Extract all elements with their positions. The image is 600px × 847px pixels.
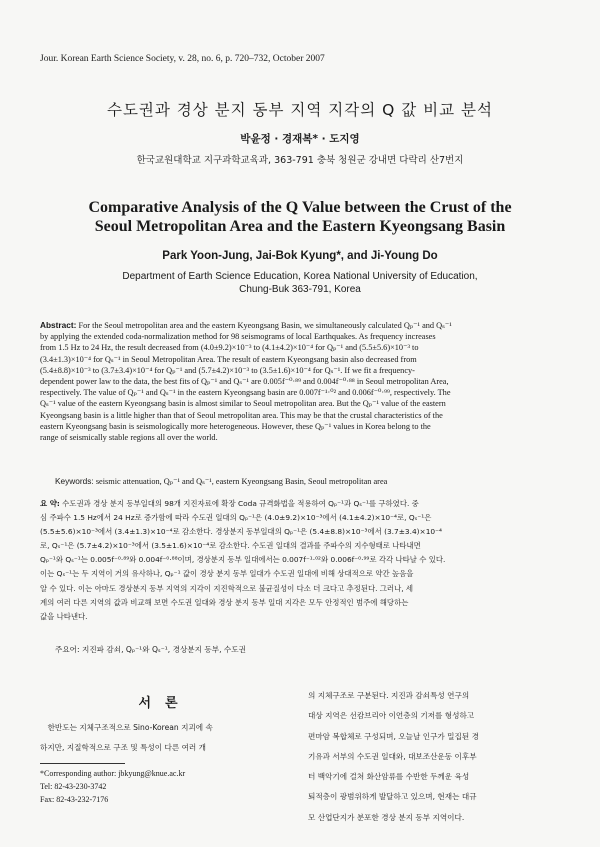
korean-keywords-text: 지진파 감쇠, Qₚ⁻¹와 Qₛ⁻¹, 경상분지 동부, 수도권 — [82, 645, 246, 654]
korean-abstract-line: Qₚ⁻¹와 Qₛ⁻¹는 0.005f⁻⁰·⁸⁹와 0.004f⁻⁰·⁸⁸이며, 경상분지 동부 일대에서는 0.007f⁻¹·⁰²와 0.006f⁻⁰·⁹⁹로 각각 나타날 수 있다. — [40, 555, 446, 565]
body-line: 퇴적층이 광범위하게 발달하고 있으며, 현재는 대규 — [308, 792, 477, 802]
abstract-line: (5.4±8.8)×10⁻³ to (3.7±3.4)×10⁻⁴ for Qₚ⁻¹ and (5.7±4.2)×10⁻³ to (3.5±1.6)×10⁻⁴ for Qₛ⁻¹. If we fit a frequency- — [40, 365, 415, 375]
body-line: 편마암 복합체로 구성되며, 오늘날 인구가 밀집된 경 — [308, 731, 479, 741]
abstract-line: For the Seoul metropolitan area and the eastern Kyeongsang Basin, we simultaneously calculated Qₚ⁻¹ and Qₛ⁻¹ — [76, 321, 452, 330]
body-line: 기유과 서부의 수도권 일대와, 대보조산운동 이후부 — [308, 751, 477, 761]
footnote-line: *Corresponding author: jbkyung@knue.ac.kr — [40, 769, 186, 778]
english-title — [40, 198, 560, 236]
korean-authors: 박윤정 · 경재복* · 도지영 — [240, 133, 360, 145]
journal-header: Jour. Korean Earth Science Society, v. 28, no. 6, p. 720–732, October 2007 — [40, 54, 325, 64]
body-line: 한반도는 지체구조적으로 Sino-Korean 지괴에 속 — [40, 723, 213, 732]
korean-abstract-line: 심 주파수 1.5 Hz에서 24 Hz로 증가함에 따라 수도권 일대의 Qₚ⁻¹은 (4.0±9.2)×10⁻³에서 (4.1±4.2)×10⁻⁴로, Qₛ⁻¹은 — [40, 513, 432, 523]
abstract-line: from 1.5 Hz to 24 Hz, the result decreased from (4.0±9.2)×10⁻³ to (4.1±4.2)×10⁻⁴ for Qₚ⁻¹ and (5.5±5.6)×10⁻³ to — [40, 343, 419, 353]
english-title-line: Seoul Metropolitan Area and the Eastern Kyeongsang Basin — [94, 218, 506, 235]
korean-abstract-label: 요 약: — [40, 499, 60, 508]
korean-abstract-line: 수도권과 경상 분지 동부일대의 98개 지진자료에 확장 Coda 규격화법을 적용하여 Qₚ⁻¹과 Qₛ⁻¹를 구하였다. 중 — [59, 499, 419, 508]
keywords-label: Keywords: — [55, 476, 94, 486]
abstract-line: range of seismically stable regions all over the world. — [40, 433, 218, 443]
section-title: 서론 — [138, 696, 192, 711]
abstract-line: dependent power law to the data, the best fits of Qₚ⁻¹ and Qₛ⁻¹ are 0.005f⁻⁰·⁸⁹ and 0.004f⁻⁰·⁸⁸ in Seoul metropolitan Area, — [40, 377, 449, 387]
body-line: 하지만, 지질학적으로 구조 및 특성이 다른 여러 개 — [40, 743, 207, 752]
footnote-line: Tel: 82-43-230-3742 — [40, 782, 107, 791]
english-keywords — [55, 476, 560, 486]
left-column-text — [40, 718, 292, 758]
affiliation-line: Department of Earth Science Education, Korea National University of Education, — [122, 271, 478, 282]
korean-abstract-line: 로, Qₛ⁻¹은 (5.7±4.2)×10⁻³에서 (3.5±1.6)×10⁻⁴로 감소한다. 수도권 일대의 결과를 주파수의 지수형태로 나타내면 — [40, 541, 421, 551]
korean-keywords-label: 주요어: — [55, 645, 80, 654]
abstract-label: Abstract: — [40, 320, 77, 330]
body-line: 대상 지역은 선캄브리아 이언층의 기저를 형성하고 — [308, 711, 475, 721]
english-abstract — [40, 320, 560, 443]
footnote-line: Fax: 82-43-232-7176 — [40, 795, 109, 804]
abstract-line: by applying the extended coda-normalization method for 98 seismograms of local Earthquakes. As frequency increases — [40, 332, 436, 342]
keywords-text: seismic attenuation, Qₚ⁻¹ and Qₛ⁻¹, eastern Kyeongsang Basin, Seoul metropolitan area — [95, 477, 388, 486]
footnote — [40, 767, 292, 806]
abstract-line: respectively. The value of Qₚ⁻¹ and Qₛ⁻¹ in the eastern Kyeongsang basin are 0.007f⁻¹·⁰² and 0.006f⁻⁰·⁹⁹, respectively. The — [40, 388, 451, 398]
korean-title: 수도권과 경상 분지 동부 지역 지각의 Q 값 비교 분석 — [106, 101, 493, 119]
affiliation-line: Chung-Buk 363-791, Korea — [239, 283, 361, 295]
abstract-line: eastern Kyeongsang basin is seismologically more heterogeneous. However, these Qₚ⁻¹ values in Korea belong to the — [40, 421, 431, 431]
body-line: 터 백악기에 걸쳐 화산암류를 수반한 두께운 육성 — [308, 772, 470, 782]
footnote-divider — [40, 763, 125, 764]
korean-abstract-line: 값을 나타낸다. — [40, 611, 88, 621]
abstract-line: Kyeongsang basin is a little higher than that of Seoul metropolitan area. This may be that the crustal characteristics of the — [40, 410, 443, 420]
english-authors: Park Yoon-Jung, Jai-Bok Kyung*, and Ji-Young Do — [162, 250, 438, 262]
body-line: 모 산업단지가 분포한 경상 분지 동부 지역이다. — [308, 812, 465, 822]
korean-abstract-line: (5.5±5.6)×10⁻³에서 (3.4±1.3)×10⁻⁴로 감소한다. 경상분지 동부일대의 Qₚ⁻¹은 (5.4±8.8)×10⁻³에서 (3.7±3.4)×10⁻⁴ — [40, 527, 442, 537]
english-title-line: Comparative Analysis of the Q Value between the Crust of the — [88, 199, 512, 216]
korean-keywords — [55, 644, 560, 655]
abstract-line: Qₛ⁻¹ value of the eastern Kyeongsang basin is almost similar to Seoul metropolitan area. But the Qₚ⁻¹ value of the eastern — [40, 399, 446, 409]
korean-affiliation: 한국교원대학교 지구과학교육과, 363-791 충북 청원군 강내면 다락리 산7번지 — [136, 155, 464, 166]
korean-abstract-line: 계의 여러 다른 지역의 값과 비교해 보면 수도권 일대와 경상 분지 동부 일대 지각은 모두 안정적인 범주에 해당하는 — [40, 597, 409, 607]
korean-abstract-line: 알 수 있다. 이는 아마도 경상분지 동부 지역의 지각이 지진학적으로 불균질성이 다소 더 크다고 추정된다. 그러나, 세 — [40, 583, 414, 593]
abstract-line: (3.4±1.3)×10⁻⁴ for Qₛ⁻¹ in Seoul Metropolitan Area. The result of eastern Kyeongsang basin also decreased from — [40, 354, 417, 364]
korean-abstract — [40, 497, 560, 624]
english-affiliation — [60, 271, 540, 296]
right-column-text — [308, 686, 560, 828]
korean-abstract-line: 이는 Qₛ⁻¹는 두 지역이 거의 유사하나, Qₚ⁻¹ 값이 경상 분지 동부 일대가 수도권 일대에 비해 상대적으로 약간 높음을 — [40, 569, 414, 579]
body-line: 의 지체구조로 구분된다. 지진과 감쇠특성 연구의 — [308, 691, 470, 700]
